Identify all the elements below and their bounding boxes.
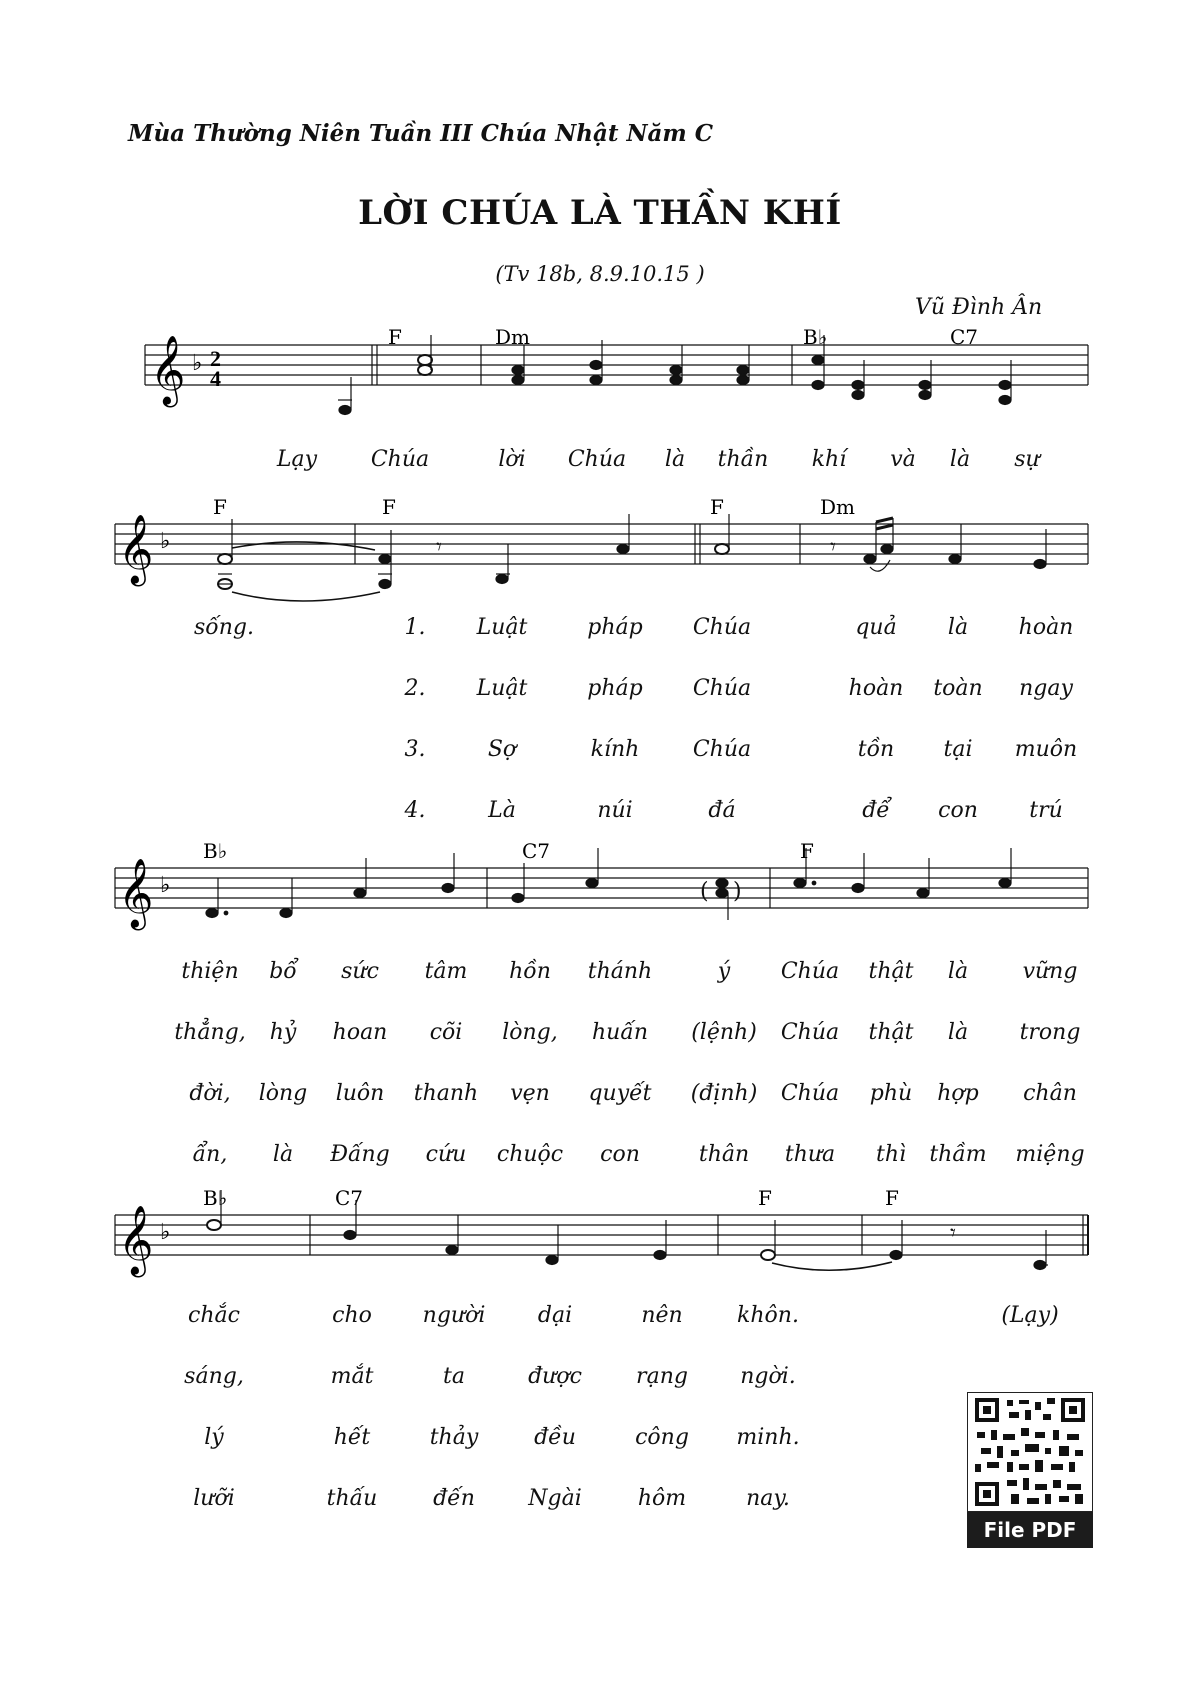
lyric-syllable: được [528,1364,582,1389]
note-head [446,1246,458,1255]
parenthesis-icon: ) [733,879,742,904]
lyric-syllable: hợp [937,1081,979,1106]
lyric-syllable: thẳng, [174,1020,246,1045]
lyric-syllable: phù [869,1081,913,1106]
lyric-syllable: người [422,1303,486,1328]
note-head [999,879,1011,888]
lyric-syllable: kính [590,737,640,762]
lyric-syllable: lý [204,1425,224,1450]
note-head [864,555,876,564]
lyric-syllable: bổ [269,959,297,984]
lyric-syllable: thật [868,1020,914,1045]
lyric-syllable: thật [868,959,914,984]
lyric-syllable: ý [717,959,731,984]
note-head [654,1251,666,1260]
note-head [881,545,893,554]
chord-symbol: F [885,1186,899,1210]
flat-key-signature-icon: ♭ [160,873,171,898]
lyric-syllable: thưa [784,1142,836,1167]
note-head [280,909,292,918]
note-head [890,1251,902,1260]
lyric-syllable: Chúa [780,1020,840,1045]
lyric-syllable: quả [855,615,897,640]
note-head [999,396,1011,405]
lyric-syllable: (định) [690,1081,758,1106]
note-head [852,884,864,893]
note-head [737,376,749,385]
lyric-syllable: là [272,1142,294,1167]
lyric-syllable: là [949,447,971,472]
qr-label: File PDF [967,1512,1093,1548]
lyric-syllable: quyết [588,1081,652,1106]
lyric-syllable: thấu [326,1486,378,1511]
lyric-syllable: Chúa [692,737,752,762]
chord-symbol: C7 [335,1186,364,1210]
lyric-syllable: (Lạy) [1001,1303,1059,1328]
lyric-syllable: thì [875,1142,907,1167]
lyric-syllable: thảy [429,1425,479,1450]
lyric-syllable: pháp [587,676,643,701]
lyric-syllable: thánh [587,959,653,984]
lyric-syllable: toàn [933,676,983,701]
lyric-syllable: và [890,447,916,472]
note-head [590,376,602,385]
lyric-syllable: đến [433,1486,475,1511]
note-head [670,376,682,385]
staff-system-4 [0,1180,1200,1290]
chord-symbol: F [710,495,724,519]
note-head [852,381,864,390]
lyric-syllable: thanh [413,1081,479,1106]
lyric-syllable: trong [1019,1020,1081,1045]
note-head [919,381,931,390]
chord-symbol: B♭ [803,325,828,349]
staff-system-3 [0,835,1200,945]
lyric-syllable: Đấng [330,1142,390,1167]
treble-clef-icon: 𝄞 [118,1205,154,1275]
note-head [339,406,351,415]
note-head [418,365,432,375]
notes-group-3 [206,848,1011,920]
lyric-syllable: thầm [929,1142,987,1167]
chord-symbol: F [800,839,814,863]
lyric-syllable: hôm [637,1486,687,1511]
note-head [761,1250,775,1260]
lyric-syllable: ẩn, [192,1142,228,1167]
lyric-syllable: (lệnh) [691,1020,757,1045]
chord-symbol: B♭ [203,839,228,863]
note-head [917,889,929,898]
lyric-syllable: tồn [857,737,895,762]
parenthesis-icon: ( [700,879,709,904]
lyric-syllable: thiện [181,959,239,984]
lyric-syllable: mắt [330,1364,374,1389]
note-head [379,580,391,589]
lyric-syllable: tâm [424,959,468,984]
lyric-syllable: vẹn [510,1081,550,1106]
lyric-syllable: là [947,1020,969,1045]
lyric-syllable: 1. [404,615,426,640]
note-head [586,879,598,888]
flat-key-signature-icon: ♭ [192,351,203,376]
lyric-syllable: đều [534,1425,576,1450]
note-head [716,879,728,888]
lyric-syllable: hết [333,1425,371,1450]
chord-symbol: Dm [820,495,855,519]
lyric-syllable: chắc [188,1303,240,1328]
chord-symbol: B♭ [203,1186,228,1210]
note-head [737,366,749,375]
note-head [512,376,524,385]
note-head [496,575,508,584]
flat-key-signature-icon: ♭ [160,1220,171,1245]
rest-icon: 𝄾 [436,535,442,560]
lyric-syllable: sự [1014,447,1040,472]
lyric-syllable: Chúa [370,447,430,472]
lyric-syllable: Là [488,798,516,823]
lyric-syllable: Luật [476,615,528,640]
note-head [1034,560,1046,569]
lyric-syllable: hồn [509,959,551,984]
lyric-syllable: lòng, [502,1020,558,1045]
chord-symbol: F [213,495,227,519]
composer-name: Vũ Đình Ân [915,295,1043,320]
lyric-syllable: trú [1029,798,1063,823]
note-head [590,361,602,370]
lyric-syllable: chuộc [496,1142,564,1167]
lyric-syllable: tại [943,737,973,762]
lyric-syllable: lòng [258,1081,308,1106]
time-signature-top: 2 [210,346,221,371]
lyric-syllable: Chúa [692,676,752,701]
lyric-syllable: 3. [404,737,426,762]
lyric-syllable: 2. [404,676,426,701]
lyric-syllable: dại [537,1303,573,1328]
lyric-syllable: Ngài [528,1486,582,1511]
lyric-syllable: cõi [429,1020,463,1045]
lyric-syllable: khôn. [737,1303,799,1328]
note-head [354,889,366,898]
lyric-syllable: chân [1023,1081,1077,1106]
chord-symbol: F [382,495,396,519]
qr-code-icon [967,1392,1093,1512]
lyric-syllable: sống. [194,615,254,640]
lyric-syllable: rạng [636,1364,688,1389]
lyric-syllable: Chúa [567,447,627,472]
note-head [207,1220,221,1230]
note-head [206,909,218,918]
lyric-syllable: ta [443,1364,465,1389]
note-head [379,555,391,564]
staff-system-1 [0,320,1200,430]
lyric-syllable: khí [811,447,847,472]
lyric-syllable: cứu [425,1142,467,1167]
qr-code-link[interactable] [967,1392,1093,1548]
treble-clef-icon: 𝄞 [150,335,186,405]
lyric-syllable: hoàn [848,676,904,701]
lyric-syllable: Luật [476,676,528,701]
lyric-syllable: hoan [332,1020,388,1045]
lyric-syllable: 4. [404,798,426,823]
note-head [812,381,824,390]
note-head [794,879,806,888]
staff-system-2 [0,490,1200,600]
note-head [999,381,1011,390]
lyric-syllable: lời [498,447,526,472]
lyric-syllable: Sợ [487,737,517,762]
lyric-syllable: cho [332,1303,372,1328]
lyric-syllable: lưỡi [193,1486,235,1511]
note-head [512,366,524,375]
lyric-syllable: vững [1022,959,1078,984]
time-signature-bottom: 4 [210,366,221,391]
flat-key-signature-icon: ♭ [160,529,171,554]
lyric-syllable: núi [597,798,633,823]
note-head [546,1256,558,1265]
lyric-syllable: thân [698,1142,750,1167]
note-head [949,555,961,564]
treble-clef-icon: 𝄞 [118,514,154,584]
lyric-syllable: thần [717,447,769,472]
lyric-syllable: ngay [1019,676,1073,701]
lyric-syllable: là [947,615,969,640]
lyric-syllable: sức [341,959,379,984]
rest-icon: 𝄾 [950,1221,956,1246]
song-title: LỜI CHÚA LÀ THẦN KHÍ [358,193,842,233]
season-heading: Mùa Thường Niên Tuần III Chúa Nhật Năm C [128,120,714,147]
lyric-syllable: huấn [592,1020,648,1045]
chord-symbol: C7 [950,325,979,349]
lyric-syllable: con [600,1142,640,1167]
lyric-syllable: sáng, [184,1364,244,1389]
chord-symbol: C7 [522,839,551,863]
chord-symbol: F [388,325,402,349]
psalm-reference: (Tv 18b, 8.9.10.15 ) [495,262,705,286]
notes-group-4 [207,1190,1048,1270]
lyric-syllable: nay. [746,1486,790,1511]
lyric-syllable: minh. [736,1425,800,1450]
lyric-syllable: hỷ [269,1020,297,1045]
note-head [418,355,432,365]
lyric-syllable: Chúa [692,615,752,640]
note-head [670,366,682,375]
lyric-syllable: nên [641,1303,683,1328]
lyric-syllable: pháp [587,615,643,640]
lyric-syllable: công [635,1425,689,1450]
lyric-syllable: Chúa [780,959,840,984]
lyric-syllable: hoàn [1018,615,1074,640]
note-head [617,545,629,554]
note-head [218,554,232,564]
lyric-syllable: Lạy [276,447,318,472]
lyric-syllable: là [664,447,686,472]
lyric-syllable: miệng [1015,1142,1085,1167]
chord-symbol: Dm [495,325,530,349]
lyric-syllable: luôn [335,1081,385,1106]
lyric-syllable: là [947,959,969,984]
note-head [716,889,728,898]
chord-symbol: F [758,1186,772,1210]
note-head [715,544,729,554]
treble-clef-icon: 𝄞 [118,858,154,928]
lyric-syllable: Chúa [780,1081,840,1106]
lyric-syllable: muôn [1014,737,1078,762]
note-head [344,1231,356,1240]
rest-icon: 𝄾 [830,535,836,560]
lyric-syllable: con [938,798,978,823]
lyric-syllable: để [862,798,890,823]
notes-group-2 [218,514,1046,601]
note-head [812,356,824,365]
lyric-syllable: đời, [189,1081,231,1106]
note-head [442,884,454,893]
note-head [852,391,864,400]
note-head [919,391,931,400]
note-head [512,894,524,903]
lyric-syllable: ngời. [740,1364,796,1389]
lyric-syllable: đá [708,798,736,823]
